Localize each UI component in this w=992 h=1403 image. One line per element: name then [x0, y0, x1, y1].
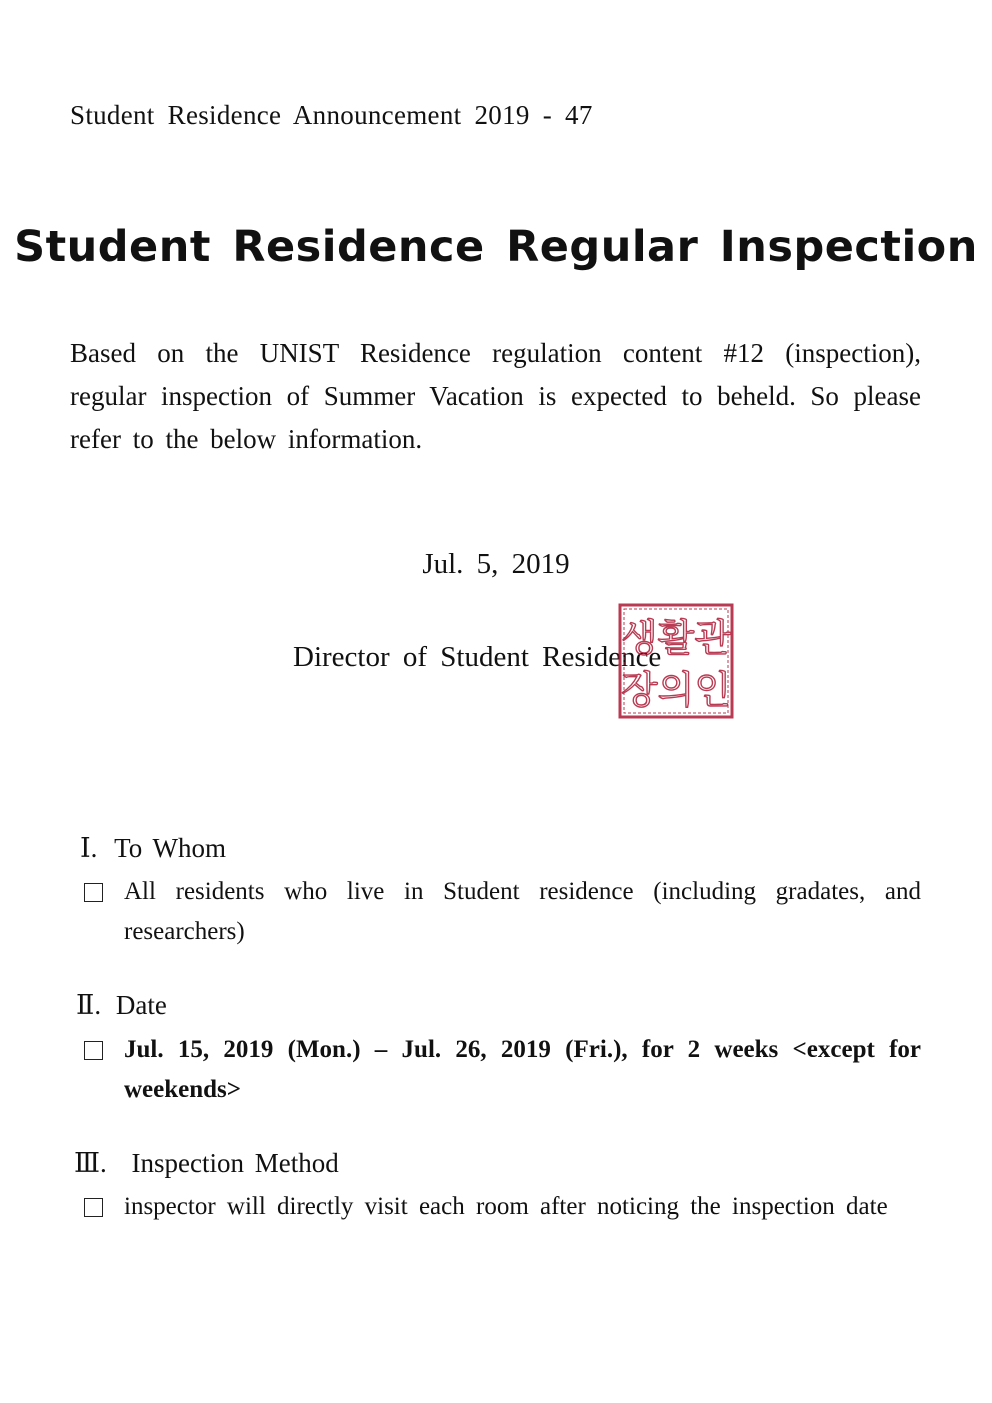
- announcement-number: Student Residence Announcement 2019 - 47: [70, 100, 593, 130]
- section-heading-to-whom: [80, 833, 226, 864]
- list-item-text: inspector will directly visit each room after noticing the inspection date: [124, 1193, 888, 1220]
- list-item-to-whom: [84, 872, 921, 952]
- list-item-text: All residents who live in Student residence (including gradates, and researchers): [124, 878, 921, 945]
- list-item-inspection-method: [84, 1187, 921, 1227]
- list-item-date: [84, 1030, 921, 1110]
- checkbox-bullet-icon: [84, 883, 103, 902]
- section-heading-date: [76, 990, 167, 1021]
- seal-text-line-2: 장의인: [620, 668, 732, 712]
- list-item-text: Jul. 15, 2019 (Mon.) – Jul. 26, 2019 (Fri.), for 2 weeks <except for weekends>: [124, 1036, 921, 1103]
- intro-paragraph: Based on the UNIST Residence regulation content #12 (inspection), regular inspection of Summer Vacation is expected to beheld. So please refer to the below information.: [70, 338, 921, 454]
- official-seal-stamp: [618, 603, 734, 719]
- checkbox-bullet-icon: [84, 1041, 103, 1060]
- signer-title: Director of Student Residence: [293, 641, 662, 673]
- section-numeral: Ⅲ.: [74, 1148, 107, 1178]
- section-title: Date: [115, 990, 167, 1020]
- section-numeral: Ⅱ.: [76, 990, 102, 1020]
- section-numeral: Ⅰ.: [80, 833, 98, 863]
- seal-text-line-1: 생활관: [620, 616, 732, 660]
- section-title: To Whom: [114, 833, 227, 863]
- section-title: Inspection Method: [131, 1148, 339, 1178]
- page-title: Student Residence Regular Inspection: [14, 222, 978, 272]
- issue-date: Jul. 5, 2019: [422, 548, 570, 580]
- checkbox-bullet-icon: [84, 1198, 103, 1217]
- section-heading-inspection-method: [74, 1148, 339, 1179]
